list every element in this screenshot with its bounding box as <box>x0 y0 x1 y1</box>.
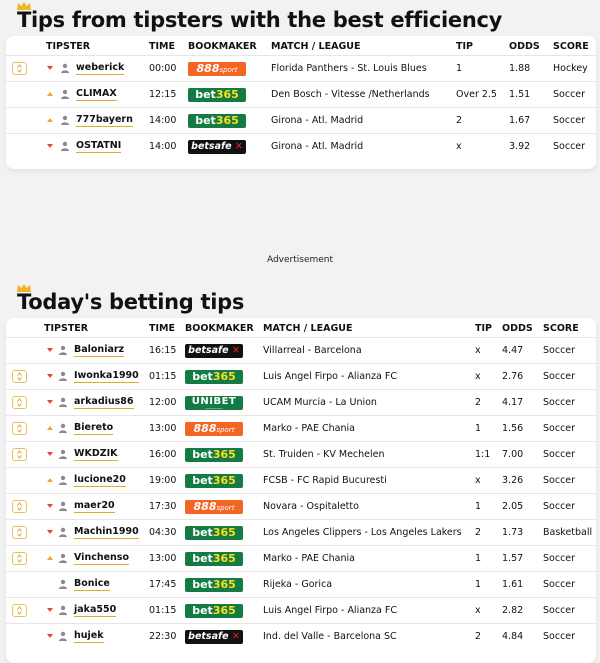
header-bookmaker: BOOKMAKER <box>185 323 254 334</box>
table-header <box>6 323 596 337</box>
match-name[interactable]: FCSB - FC Rapid Bucuresti <box>263 475 387 486</box>
bookmaker-logo-bet365[interactable]: bet365 <box>188 114 246 128</box>
sport-label: Soccer <box>543 605 576 616</box>
user-icon <box>58 397 68 407</box>
match-name[interactable]: Novara - Ospitaletto <box>263 501 359 512</box>
header-score: SCORE <box>553 41 589 52</box>
odds-value: 1.56 <box>502 423 524 434</box>
bookmaker-logo-888sport[interactable]: 888sport <box>185 500 243 514</box>
tip-value: 1 <box>475 501 482 512</box>
sport-label: Basketball <box>543 527 593 538</box>
sport-label: Hockey <box>553 63 588 74</box>
match-name[interactable]: Den Bosch - Vitesse /Netherlands <box>271 89 430 100</box>
header-bookmaker: BOOKMAKER <box>188 41 257 52</box>
odds-value: 2.05 <box>502 501 524 512</box>
arrow-up-icon <box>47 478 53 482</box>
sport-label: Soccer <box>543 553 576 564</box>
user-icon <box>58 631 68 641</box>
tip-time: 01:15 <box>149 605 177 616</box>
tip-value: x <box>456 141 462 152</box>
arrow-down-icon <box>47 452 53 456</box>
sport-label: Soccer <box>553 115 586 126</box>
match-name[interactable]: Girona - Atl. Madrid <box>271 115 364 126</box>
bookmaker-logo-bet365[interactable]: bet365 <box>185 526 243 540</box>
table-row[interactable] <box>6 545 596 572</box>
tipster-name[interactable]: maer20 <box>74 500 115 511</box>
odds-value: 7.00 <box>502 449 524 460</box>
tipster-name[interactable]: hujek <box>74 630 104 641</box>
tip-time: 16:15 <box>149 345 177 356</box>
tipster-name[interactable]: arkadius86 <box>74 396 134 407</box>
match-name[interactable]: St. Truiden - KV Mechelen <box>263 449 385 460</box>
tipster-name[interactable]: Iwonka1990 <box>74 370 139 381</box>
star-icon[interactable] <box>12 552 27 565</box>
tip-time: 14:00 <box>149 141 177 152</box>
odds-value: 1.57 <box>502 553 524 564</box>
arrow-down-icon <box>47 634 53 638</box>
user-icon <box>58 579 68 589</box>
arrow-down-icon <box>47 66 53 70</box>
arrow-up-icon <box>47 556 53 560</box>
match-name[interactable]: Florida Panthers - St. Louis Blues <box>271 63 427 74</box>
table-row[interactable] <box>6 597 596 624</box>
tipster-name[interactable]: CLIMAX <box>76 88 117 99</box>
tip-time: 13:00 <box>149 553 177 564</box>
sport-label: Soccer <box>543 423 576 434</box>
tip-value: x <box>475 475 481 486</box>
sport-label: Soccer <box>543 449 576 460</box>
tip-value: x <box>475 371 481 382</box>
arrow-up-icon <box>47 426 53 430</box>
tipster-name[interactable]: lucione20 <box>74 474 126 485</box>
user-icon <box>58 527 68 537</box>
user-icon <box>58 501 68 511</box>
match-name[interactable]: Rijeka - Gorica <box>263 579 333 590</box>
table-header <box>6 41 596 55</box>
tip-time: 00:00 <box>149 63 177 74</box>
user-icon <box>60 115 70 125</box>
odds-value: 1.73 <box>502 527 524 538</box>
table-row[interactable] <box>6 55 596 82</box>
sport-label: Soccer <box>543 345 576 356</box>
odds-value: 2.76 <box>502 371 524 382</box>
sport-label: Soccer <box>543 475 576 486</box>
star-icon[interactable] <box>12 62 27 75</box>
match-name[interactable]: Luis Angel Firpo - Alianza FC <box>263 605 397 616</box>
star-icon[interactable] <box>12 396 27 409</box>
bookmaker-logo-bet365[interactable]: bet365 <box>185 552 243 566</box>
tip-time: 16:00 <box>149 449 177 460</box>
header-tip: TIP <box>475 323 492 334</box>
table-row[interactable] <box>6 133 596 160</box>
table-row[interactable] <box>6 493 596 520</box>
user-icon <box>58 449 68 459</box>
tip-value: 1:1 <box>475 449 491 460</box>
sport-label: Soccer <box>543 631 576 642</box>
table-row[interactable] <box>6 519 596 546</box>
arrow-down-icon <box>47 608 53 612</box>
odds-value: 1.61 <box>502 579 524 590</box>
tip-value: 2 <box>475 631 482 642</box>
tip-value: 2 <box>475 397 482 408</box>
match-name[interactable]: Marko - PAE Chania <box>263 423 355 434</box>
user-icon <box>58 345 68 355</box>
tip-time: 17:45 <box>149 579 177 590</box>
user-icon <box>60 141 70 151</box>
table-row[interactable] <box>6 389 596 416</box>
sport-label: Soccer <box>543 397 576 408</box>
best-efficiency-table <box>6 36 596 169</box>
odds-value: 4.84 <box>502 631 524 642</box>
tip-time: 12:15 <box>149 89 177 100</box>
advertisement-label: Advertisement <box>266 255 334 265</box>
bookmaker-logo-unibet[interactable]: UNIBET ────── <box>185 396 243 410</box>
sport-label: Soccer <box>543 579 576 590</box>
table-row[interactable] <box>6 81 596 108</box>
tip-time: 13:00 <box>149 423 177 434</box>
tip-value: Over 2.5 <box>456 89 497 100</box>
user-icon <box>58 605 68 615</box>
arrow-down-icon <box>47 348 53 352</box>
tip-time: 04:30 <box>149 527 177 538</box>
sport-label: Soccer <box>553 89 586 100</box>
table-row[interactable] <box>6 107 596 134</box>
odds-value: 1.51 <box>509 89 531 100</box>
section-title-best-efficiency: Tips from tipsters with the best efficiency <box>17 8 503 32</box>
user-icon <box>58 423 68 433</box>
bookmaker-logo-bet365[interactable]: bet365 <box>185 474 243 488</box>
tip-value: 1 <box>475 423 482 434</box>
odds-value: 1.88 <box>509 63 531 74</box>
arrow-down-icon <box>47 504 53 508</box>
star-icon[interactable] <box>12 448 27 461</box>
user-icon <box>58 371 68 381</box>
bookmaker-logo-bet365[interactable]: bet365 <box>185 578 243 592</box>
table-row[interactable] <box>6 467 596 494</box>
star-icon[interactable] <box>12 604 27 617</box>
bookmaker-logo-bet365[interactable]: bet365 <box>185 448 243 462</box>
user-icon <box>60 89 70 99</box>
bookmaker-logo-888sport[interactable]: 888sport <box>185 422 243 436</box>
bookmaker-logo-bet365[interactable]: bet365 <box>185 604 243 618</box>
tip-time: 14:00 <box>149 115 177 126</box>
table-row[interactable] <box>6 441 596 468</box>
bookmaker-logo-betsafe[interactable]: betsafe ✕ <box>185 344 243 358</box>
tipster-name[interactable]: weberick <box>76 62 125 73</box>
tipster-name[interactable]: 777bayern <box>76 114 133 125</box>
star-icon[interactable] <box>12 500 27 513</box>
match-name[interactable]: Girona - Atl. Madrid <box>271 141 364 152</box>
star-icon[interactable] <box>12 422 27 435</box>
odds-value: 3.92 <box>509 141 531 152</box>
header-match: MATCH / LEAGUE <box>271 41 361 52</box>
tipster-name[interactable]: Biereto <box>74 422 114 433</box>
match-name[interactable]: Ind. del Valle - Barcelona SC <box>263 631 397 642</box>
arrow-down-icon <box>47 400 53 404</box>
sport-label: Soccer <box>553 141 586 152</box>
bookmaker-logo-bet365[interactable]: bet365 <box>188 88 246 102</box>
todays-tips-table <box>6 318 596 663</box>
tip-value: 2 <box>456 115 463 126</box>
table-row[interactable] <box>6 415 596 442</box>
user-icon <box>58 553 68 563</box>
tip-value: x <box>475 605 481 616</box>
header-time: TIME <box>149 41 175 52</box>
sport-label: Soccer <box>543 371 576 382</box>
tipster-name[interactable]: Bonice <box>74 578 110 589</box>
odds-value: 4.17 <box>502 397 524 408</box>
header-match: MATCH / LEAGUE <box>263 323 353 334</box>
match-name[interactable]: Marko - PAE Chania <box>263 553 355 564</box>
tip-value: x <box>475 345 481 356</box>
tip-time: 12:00 <box>149 397 177 408</box>
star-icon[interactable] <box>12 526 27 539</box>
user-icon <box>60 63 70 73</box>
odds-value: 1.67 <box>509 115 531 126</box>
arrow-up-icon <box>47 92 53 96</box>
header-odds: ODDS <box>509 41 540 52</box>
arrow-down-icon <box>47 144 53 148</box>
user-icon <box>58 475 68 485</box>
tip-value: 1 <box>456 63 463 74</box>
tipster-name[interactable]: OSTATNI <box>76 140 122 151</box>
match-name[interactable]: Villarreal - Barcelona <box>263 345 362 356</box>
tipster-name[interactable]: Vinchenso <box>74 552 129 563</box>
arrow-down-icon <box>47 374 53 378</box>
bookmaker-logo-bet365[interactable]: bet365 <box>185 370 243 384</box>
bookmaker-logo-888sport[interactable]: 888sport <box>188 62 246 76</box>
tip-time: 17:30 <box>149 501 177 512</box>
header-tip: TIP <box>456 41 473 52</box>
odds-value: 3.26 <box>502 475 524 486</box>
tip-time: 22:30 <box>149 631 177 642</box>
table-row[interactable] <box>6 571 596 598</box>
star-icon[interactable] <box>12 370 27 383</box>
tipster-name[interactable]: Machin1990 <box>74 526 139 537</box>
tip-value: 1 <box>475 553 482 564</box>
odds-value: 2.82 <box>502 605 524 616</box>
header-time: TIME <box>149 323 175 334</box>
match-name[interactable]: Los Angeles Clippers - Los Angeles Lakers <box>263 527 462 538</box>
arrow-up-icon <box>47 118 53 122</box>
arrow-down-icon <box>47 530 53 534</box>
tipster-name[interactable]: Baloniarz <box>74 344 125 355</box>
header-tipster: TIPSTER <box>44 323 89 334</box>
table-row[interactable] <box>6 337 596 364</box>
header-tipster: TIPSTER <box>46 41 91 52</box>
section-title-todays-tips: Today's betting tips <box>17 290 245 314</box>
match-name[interactable]: Luis Angel Firpo - Alianza FC <box>263 371 397 382</box>
table-row[interactable] <box>6 623 596 650</box>
bookmaker-logo-betsafe[interactable]: betsafe ✕ <box>185 630 243 644</box>
header-odds: ODDS <box>502 323 533 334</box>
tip-time: 01:15 <box>149 371 177 382</box>
match-name[interactable]: UCAM Murcia - La Union <box>263 397 377 408</box>
odds-value: 4.47 <box>502 345 524 356</box>
sport-label: Soccer <box>543 501 576 512</box>
header-score: SCORE <box>543 323 579 334</box>
tipster-name[interactable]: WKDZIK <box>74 448 118 459</box>
bookmaker-logo-betsafe[interactable]: betsafe ✕ <box>188 140 246 154</box>
tip-time: 19:00 <box>149 475 177 486</box>
table-row[interactable] <box>6 363 596 390</box>
tip-value: 2 <box>475 527 482 538</box>
tip-value: 1 <box>475 579 482 590</box>
tipster-name[interactable]: jaka550 <box>74 604 117 615</box>
